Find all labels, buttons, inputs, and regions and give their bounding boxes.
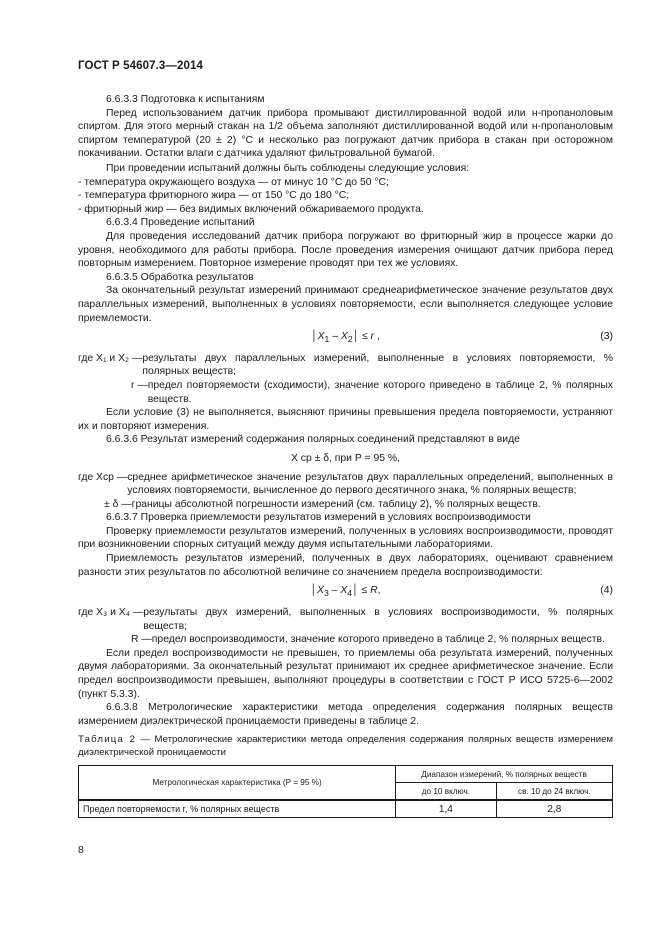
formula-3-number: (3) bbox=[600, 331, 613, 343]
definition-r bbox=[78, 379, 613, 406]
formula-result bbox=[78, 452, 613, 466]
paragraph: Приемлемость результатов измерений, полученных в двух лабораториях, оценивают сравнением разности этих результатов по абсолютной величине со значением предела воспроизводимости: bbox=[78, 553, 613, 578]
table-cell-label: Предел повторяемости r, % полярных веществ bbox=[79, 800, 396, 818]
section-title-6-6-3-5: 6.6.3.5 Обработка результатов bbox=[106, 271, 254, 283]
table-row bbox=[79, 800, 613, 818]
table-caption-text: — Метрологические характеристики метода определения содержания полярных веществ измерением диэлектрической проницаемости bbox=[78, 734, 613, 758]
table-header-range: Диапазон измерений, % полярных веществ bbox=[396, 766, 613, 783]
definition-R bbox=[78, 633, 613, 647]
definition-text: результаты двух параллельных измерений, выполненные в условиях повторяемости, % полярных веществ; bbox=[142, 352, 613, 378]
table-2 bbox=[78, 765, 613, 818]
formula-4-expression: $│X_3$ – $X_4│ \le R$, bbox=[310, 585, 381, 599]
definition-xcp bbox=[78, 471, 613, 498]
document-body bbox=[78, 93, 613, 818]
paragraph: Перед использованием датчик прибора промывают дистиллированной водой или н-пропаноловым спиртом. Для этого мерный стакан на 1/2 объема заполняют дистиллированной водой или н-пропаноловым спиртом температурой (20 ± 2) °С и несколько раз погружают датчик прибора в стакан при осторожном покачивании. Остатки влаги с датчика удаляют фильтровальной бумагой. bbox=[78, 107, 613, 160]
paragraph: Проверку приемлемости результатов измерений, полученных в условиях воспроизводимости, проводят при возникновении спорных ситуаций между двумя испытательными лабораториями. bbox=[78, 525, 613, 551]
paragraph: Если условие (3) не выполняется, выясняют причины превышения предела повторяемости, устраняют их и повторяют измерения. bbox=[78, 407, 613, 432]
document-header: ГОСТ Р 54607.3—2014 bbox=[78, 60, 203, 72]
definition-label: где X₃ и X₄ — bbox=[78, 606, 144, 618]
section-title-6-6-3-3: 6.6.3.3 Подготовка к испытаниям bbox=[106, 94, 265, 105]
table-header-sub1: до 10 включ. bbox=[396, 783, 496, 801]
definition-delta bbox=[78, 498, 613, 512]
section-title-6-6-3-7: 6.6.3.7 Проверка приемлемости результатов измерений в условиях воспроизводимости bbox=[106, 512, 531, 524]
paragraph: Для проведения исследований датчик прибора погружают во фритюрный жир в процессе жарки до уровня, необходимого для работы прибора. После проведения измерения очищают датчик прибора перед повторным измерением. Повторное измерение проводят при тех же условиях. bbox=[78, 230, 613, 270]
definition-label: где X₁ и X₂ — bbox=[78, 352, 143, 364]
definition-text: среднее арифметическое значение результатов двух параллельных определений, выполненных в условиях повторяемости, вычисленное до первого десятичного знака, % полярных веществ; bbox=[127, 471, 613, 497]
section-6-6-3-8: 6.6.3.8 Метрологические характеристики метода определения содержания полярных веществ измерением диэлектрической проницаемости приведены в таблице 2. bbox=[78, 702, 613, 727]
definition-label: ± δ — bbox=[104, 498, 132, 510]
condition-item: - температура окружающего воздуха — от минус 10 °С до 50 °С; bbox=[78, 176, 389, 188]
table-header-sub2: св. 10 до 24 включ. bbox=[496, 783, 612, 801]
formula-3 bbox=[78, 330, 613, 347]
condition-item: - температура фритюрного жира — от 150 °С до 180 °С; bbox=[78, 190, 350, 202]
formula-3-expression: $│X_1$ – $X_2│ \le r$ , bbox=[311, 331, 380, 345]
definition-label: r — bbox=[131, 379, 148, 391]
table-cell-value: 2,8 bbox=[496, 800, 612, 818]
definition-x1-x2 bbox=[78, 352, 613, 379]
formula-result-expression: X ср ± δ, при P = 95 %, bbox=[290, 452, 401, 464]
table-caption bbox=[78, 734, 613, 759]
formula-4 bbox=[78, 584, 613, 601]
table-header-characteristic: Метрологическая характеристика (P = 95 %) bbox=[79, 766, 396, 801]
paragraph: За окончательный результат измерений принимают среднеарифметическое значение результатов двух параллельных измерений, выполненных в условиях повторяемости, если выполняется следующее условие приемлемости. bbox=[78, 285, 613, 324]
table-cell-value: 1,4 bbox=[396, 800, 496, 818]
definition-text: предел воспроизводимости, значение которого приведено в таблице 2, % полярных веществ. bbox=[151, 634, 605, 646]
definition-text: результаты двух измерений, выполненных в условиях воспроизводимости, % полярных веществ; bbox=[143, 606, 613, 632]
definition-label: R — bbox=[131, 634, 152, 646]
definition-text: границы абсолютной погрешности измерений (см. таблицу 2), % полярных веществ. bbox=[131, 498, 541, 510]
section-title-6-6-3-6: 6.6.3.6 Результат измерений содержания полярных соединений представляют в виде bbox=[106, 434, 520, 446]
definition-label: где Xср — bbox=[78, 471, 128, 483]
section-title-6-6-3-4: 6.6.3.4 Проведение испытаний bbox=[106, 217, 255, 229]
page-number: 8 bbox=[78, 845, 84, 856]
table-caption-label: Таблица 2 bbox=[78, 734, 137, 746]
definition-text: предел повторяемости (сходимости), значение которого приведено в таблице 2, % полярных веществ. bbox=[147, 379, 613, 405]
paragraph: При проведении испытаний должны быть соблюдены следующие условия: bbox=[106, 162, 470, 174]
formula-4-number: (4) bbox=[600, 585, 613, 597]
paragraph: Если предел воспроизводимости не превышен, то приемлемы оба результата измерений, полученных двумя лабораториями. За окончательный результат принимают их среднее арифметическое значение. Если предел воспроизводимости превышен, выполняют процедуры в соответствии с ГОСТ Р ИСО 5725-6—2002 (пункт 5.3.3). bbox=[78, 647, 613, 700]
definition-x3-x4 bbox=[78, 606, 613, 633]
condition-item: - фритюрный жир — без видимых включений обжариваемого продукта. bbox=[78, 203, 424, 215]
